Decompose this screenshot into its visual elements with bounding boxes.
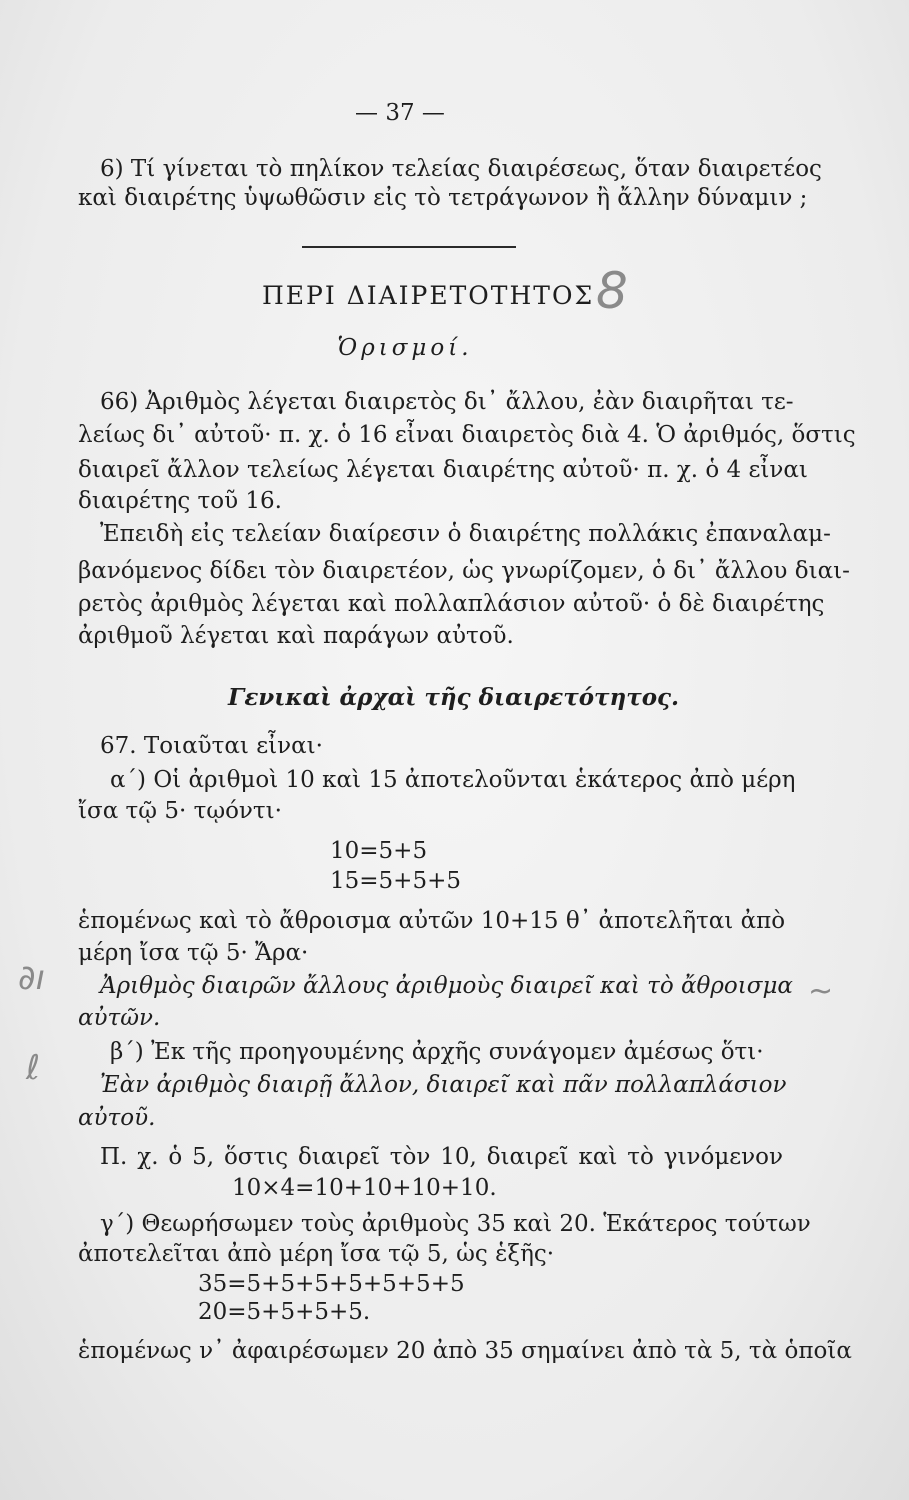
- paragraph-66-line-1: 66) Ἀριθμὸς λέγεται διαιρετὸς δι᾽ ἄλλου, ἐὰν διαιρῆται τε-: [100, 389, 794, 415]
- paragraph-66-line-3: διαιρεῖ ἄλλον τελείως λέγεται διαιρέτης αὐτοῦ· π. χ. ὁ 4 εἶναι: [78, 457, 808, 483]
- example-line-1: Π. χ. ὁ 5, ὅστις διαιρεῖ τὸν 10, διαιρεῖ καὶ τὸ γινόμενον: [100, 1144, 783, 1170]
- handwritten-scribble-left-2: ℓ: [26, 1048, 41, 1088]
- principle-c-line-2: ἀποτελεῖται ἀπὸ μέρη ἴσα τῷ 5, ὡς ἑξῆς·: [78, 1241, 555, 1267]
- rule-1-line-2: αὐτῶν.: [78, 1005, 161, 1031]
- principle-a-line-1: α΄) Οἱ ἀριθμοὶ 10 καὶ 15 ἀποτελοῦνται ἑκάτερος ἀπὸ μέρη: [110, 767, 796, 793]
- handwritten-mark-8: 8: [596, 262, 628, 320]
- page-number: — 37 —: [355, 100, 445, 126]
- section-title: ΠΕΡΙ ΔΙΑΙΡΕΤΟΤΗΤΟΣ: [262, 281, 595, 310]
- handwritten-scribble-right: ~: [808, 974, 834, 1009]
- principle-a-line-2: ἴσα τῷ 5· τῳόντι·: [78, 798, 282, 824]
- paragraph-67-intro: 67. Τοιαῦται εἶναι·: [100, 733, 323, 759]
- equation-35: 35=5+5+5+5+5+5+5: [198, 1271, 465, 1297]
- paragraph-66-line-2: λείως δι᾽ αὐτοῦ· π. χ. ὁ 16 εἶναι διαιρετὸς διὰ 4. Ὁ ἀριθμός, ὅστις: [78, 422, 856, 448]
- equation-15: 15=5+5+5: [330, 868, 461, 894]
- principle-a-line-4: μέρη ἴσα τῷ 5· Ἄρα·: [78, 940, 309, 966]
- rule-2-line-1: Ἐὰν ἀριθμὸς διαιρῇ ἄλλον, διαιρεῖ καὶ πᾶν πολλαπλάσιον: [100, 1072, 787, 1098]
- principle-a-line-3: ἑπομένως καὶ τὸ ἄθροισμα αὐτῶν 10+15 θ᾽ ἀποτελῆται ἀπὸ: [78, 908, 786, 934]
- example-equation: 10×4=10+10+10+10.: [232, 1175, 497, 1201]
- section-divider: [302, 246, 516, 248]
- paragraph-multiple-line-2: βανόμενος δίδει τὸν διαιρετέον, ὡς γνωρίζομεν, ὁ δι᾽ ἄλλου διαι-: [78, 558, 850, 584]
- equation-20: 20=5+5+5+5.: [198, 1299, 371, 1325]
- principles-heading: Γενικαὶ ἀρχαὶ τῆς διαιρετότητος.: [228, 684, 680, 711]
- question-6-line-2: καὶ διαιρέτης ὑψωθῶσιν εἰς τὸ τετράγωνον ἢ ἄλλην δύναμιν ;: [78, 185, 808, 211]
- handwritten-scribble-left: ∂ı: [18, 958, 46, 998]
- paragraph-multiple-line-4: ἀριθμοῦ λέγεται καὶ παράγων αὐτοῦ.: [78, 623, 514, 649]
- subtitle: Ὁρισμοί.: [337, 335, 473, 361]
- equation-10: 10=5+5: [330, 838, 428, 864]
- principle-b-line-1: β΄) Ἐκ τῆς προηγουμένης ἀρχῆς συνάγομεν ἀμέσως ὅτι·: [110, 1039, 764, 1065]
- paragraph-multiple-line-1: Ἐπειδὴ εἰς τελείαν διαίρεσιν ὁ διαιρέτης πολλάκις ἐπαναλαμ-: [100, 521, 831, 547]
- rule-1-line-1: Ἀριθμὸς διαιρῶν ἄλλους ἀριθμοὺς διαιρεῖ καὶ τὸ ἄθροισμα: [100, 973, 793, 999]
- principle-c-line-3: ἑπομένως ν᾽ ἀφαιρέσωμεν 20 ἀπὸ 35 σημαίνει ἀπὸ τὰ 5, τὰ ὁποῖα: [78, 1338, 852, 1364]
- question-6-line-1: 6) Τί γίνεται τὸ πηλίκον τελείας διαιρέσεως, ὅταν διαιρετέος: [100, 156, 822, 182]
- principle-c-line-1: γ΄) Θεωρήσωμεν τοὺς ἀριθμοὺς 35 καὶ 20. Ἑκάτερος τούτων: [100, 1211, 811, 1237]
- paragraph-multiple-line-3: ρετὸς ἀριθμὸς λέγεται καὶ πολλαπλάσιον αὐτοῦ· ὁ δὲ διαιρέτης: [78, 591, 825, 617]
- paragraph-66-line-4: διαιρέτης τοῦ 16.: [78, 488, 282, 514]
- rule-2-line-2: αὐτοῦ.: [78, 1105, 156, 1131]
